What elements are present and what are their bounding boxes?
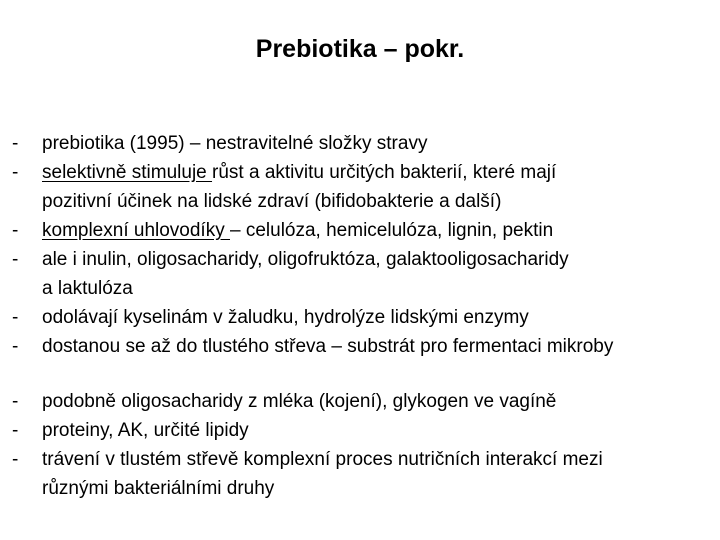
list-item [12,216,714,245]
item-text: pozitivní účinek na lidské zdraví (bifidobakterie a další) [42,191,502,212]
bullet-dash: - [12,307,19,328]
list-item-line [42,474,714,503]
slide-title: Prebiotika – pokr. [255,35,465,63]
list-item-line [42,216,714,245]
bullet-dash: - [12,391,19,412]
underlined-term: selektivně stimuluje [42,162,213,183]
bullet-list-other-substrates [12,387,714,503]
list-item-line [42,303,714,332]
list-item-line [42,387,714,416]
list-item-line [42,332,714,361]
list-item-line [42,416,714,445]
list-item [12,129,714,158]
list-item-line [42,187,714,216]
item-text: prebiotika (1995) – nestravitelné složky stravy [42,133,428,154]
item-text: různými bakteriálními druhy [42,478,275,499]
bullet-list-prebiotics [12,129,714,361]
underlined-term: komplexní uhlovodíky [42,220,230,241]
item-text: – celulóza, hemicelulóza, lignin, pektin [230,220,554,241]
item-text: podobně oligosacharidy z mléka (kojení), glykogen ve vagíně [42,391,557,412]
item-text: růst a aktivitu určitých bakterií, které mají [212,162,557,183]
item-text: odolávají kyselinám v žaludku, hydrolýze lidskými enzymy [42,307,529,328]
item-text: a laktulóza [42,278,133,299]
list-item [12,445,714,503]
bullet-dash: - [12,336,19,357]
list-item [12,158,714,216]
list-item-line [42,245,714,274]
item-text: proteiny, AK, určité lipidy [42,420,249,441]
list-item [12,416,714,445]
bullet-dash: - [12,133,19,154]
list-item [12,332,714,361]
list-item [12,245,714,303]
list-item-line [42,274,714,303]
item-text: dostanou se až do tlustého střeva – substrát pro fermentaci mikroby [42,336,614,357]
list-item [12,303,714,332]
bullet-dash: - [12,249,19,270]
bullet-dash: - [12,162,19,183]
bullet-dash: - [12,220,19,241]
bullet-dash: - [12,420,19,441]
list-item-line [42,129,714,158]
list-item [12,387,714,416]
item-text: ale i inulin, oligosacharidy, oligofruktóza, galaktooligosacharidy [42,249,569,270]
bullet-dash: - [12,449,19,470]
list-item-line [42,445,714,474]
item-text: trávení v tlustém střevě komplexní proces nutričních interakcí mezi [42,449,603,470]
list-item-line [42,158,714,187]
